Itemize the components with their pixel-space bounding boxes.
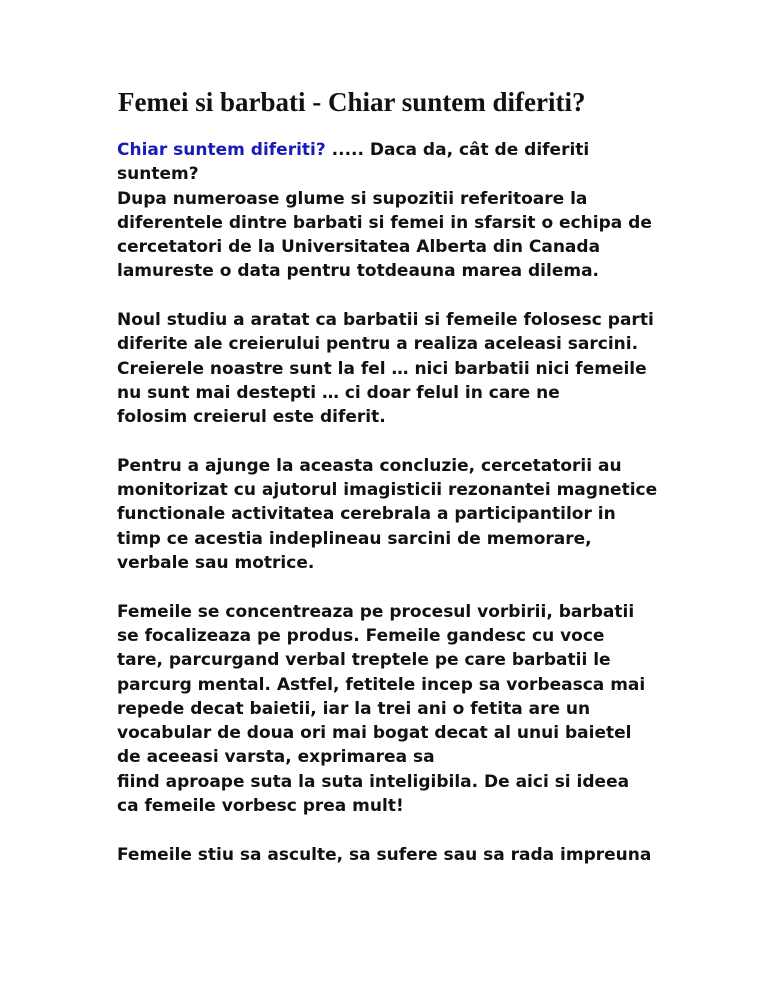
paragraph-line: diferite ale creierului pentru a realiza aceleasi sarcini. [117, 334, 639, 355]
paragraph-line: diferentele dintre barbati si femei in sfarsit o echipa de [117, 212, 652, 233]
paragraph-line: Creierele noastre sunt la fel … nici barbatii nici femeile [117, 358, 647, 379]
paragraph-line: verbale sau motrice. [117, 553, 315, 574]
paragraph-line: ca femeile vorbesc prea mult! [117, 796, 404, 817]
paragraph-line: monitorizat cu ajutorul imagisticii rezonantei magnetice [117, 480, 658, 501]
paragraph-4 [117, 600, 665, 819]
intro-paragraph [117, 138, 665, 284]
paragraph-line: de aceeasi varsta, exprimarea sa [117, 747, 435, 768]
paragraph-line: functionale activitatea cerebrala a participantilor in [117, 504, 616, 525]
paragraph-line: Pentru a ajunge la aceasta concluzie, cercetatorii au [117, 455, 622, 476]
paragraph-line: cercetatori de la Universitatea Alberta din Canada [117, 237, 601, 258]
paragraph-line: folosim creierul este diferit. [117, 407, 386, 428]
intro-line-text: ..... Daca da, cât de diferiti [325, 140, 590, 160]
paragraph-3 [117, 454, 665, 575]
paragraph-line: fiind aproape suta la suta inteligibila. De aici si ideea [117, 771, 630, 792]
paragraph-line: se focalizeaza pe produs. Femeile gandesc cu voce [117, 625, 605, 646]
paragraph-line: nu sunt mai destepti … ci doar felul in care ne [117, 382, 560, 403]
paragraph-line: parcurg mental. Astfel, fetitele incep sa vorbeasca mai [117, 674, 646, 695]
paragraph-line: timp ce acestia indeplineau sarcini de memorare, [117, 528, 592, 549]
paragraph-line: tare, parcurgand verbal treptele pe care barbatii le [117, 650, 611, 671]
article-link[interactable]: Chiar suntem diferiti? [117, 140, 326, 160]
paragraph-line [117, 138, 665, 162]
paragraph-line: Femeile stiu sa asculte, sa sufere sau sa rada impreuna [117, 844, 652, 865]
paragraph-line: Dupa numeroase glume si supozitii referitoare la [117, 188, 588, 209]
paragraph-line: repede decat baietii, iar la trei ani o fetita are un [117, 698, 591, 719]
paragraph-line: lamureste o data pentru totdeauna marea dilema. [117, 261, 599, 282]
paragraph-2 [117, 308, 665, 429]
paragraph-line: Noul studiu a aratat ca barbatii si femeile folosesc parti [117, 310, 654, 331]
page-title: Femei si barbati - Chiar suntem diferiti? [118, 87, 586, 117]
article-body [117, 138, 665, 891]
paragraph-5 [117, 843, 665, 867]
paragraph-line: vocabular de doua ori mai bogat decat al unui baietel [117, 723, 632, 744]
paragraph-line: Femeile se concentreaza pe procesul vorbirii, barbatii [117, 601, 635, 622]
paragraph-line: suntem? [117, 164, 199, 185]
